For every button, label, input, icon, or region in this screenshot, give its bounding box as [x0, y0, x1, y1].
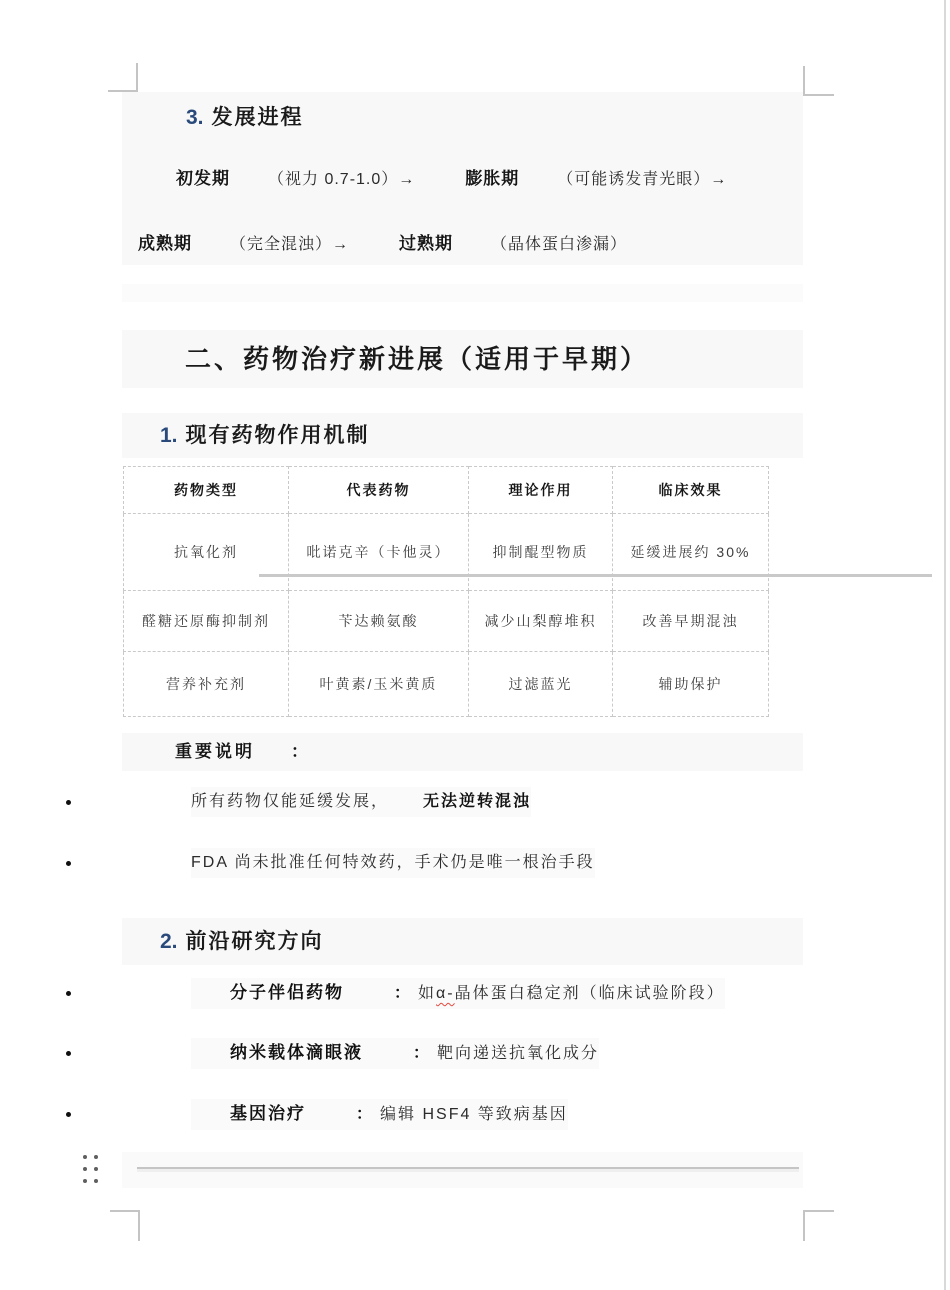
table-cell[interactable]: 过滤蓝光 [469, 652, 613, 717]
table-cell[interactable]: 改善早期混浊 [613, 591, 769, 652]
bullet-icon [66, 1051, 71, 1056]
bold-run: 无法逆转混浊 [423, 793, 532, 810]
table-header-cell[interactable]: 药物类型 [124, 467, 289, 514]
bullet-icon [66, 861, 71, 866]
list-item-text: 基因治疗 ： 编辑 HSF4 等致病基因 [191, 1099, 568, 1130]
drag-handle-icon[interactable] [83, 1155, 98, 1186]
list-item[interactable] [0, 787, 950, 817]
table-header-cell[interactable]: 代表药物 [289, 467, 469, 514]
table-cell[interactable]: 吡诺克辛（卡他灵） [289, 514, 469, 591]
subsection2-heading-block [122, 918, 803, 965]
colon: ： [394, 985, 413, 1002]
heading-development[interactable] [186, 101, 304, 131]
heading-text: 前沿研究方向 [185, 930, 324, 953]
table-cell[interactable]: 抑制醌型物质 [469, 514, 613, 591]
bullet-icon [66, 991, 71, 996]
table-row [124, 514, 769, 591]
text-boundary-mark-top-left [108, 63, 138, 92]
table-cell[interactable]: 延缓进展约 30% [613, 514, 769, 591]
list-item-text: 纳米载体滴眼液 ： 靶向递送抗氧化成分 [191, 1038, 599, 1069]
stage-flow-line-2[interactable] [138, 229, 627, 254]
stage-term: 初发期 [176, 169, 230, 188]
list-item[interactable] [0, 1038, 950, 1068]
table-header-cell[interactable]: 临床效果 [613, 467, 769, 514]
heading-number: 2. [160, 930, 178, 953]
section-divider-block [122, 284, 803, 302]
research-term: 纳米载体滴眼液 [230, 1043, 363, 1062]
heading-number: 3. [186, 106, 204, 129]
text-boundary-mark-bottom-left [110, 1210, 140, 1241]
research-term: 基因治疗 [230, 1104, 306, 1123]
table-cell[interactable]: 营养补充剂 [124, 652, 289, 717]
table-cell[interactable]: 抗氧化剂 [124, 514, 289, 591]
list-item[interactable] [0, 848, 950, 878]
spellcheck-underline-run: α- [436, 985, 455, 1002]
table-cell[interactable]: 醛糖还原酶抑制剂 [124, 591, 289, 652]
drug-mechanism-table [123, 466, 769, 717]
bullet-icon [66, 800, 71, 805]
heading-research[interactable] [160, 918, 324, 965]
table-cell[interactable]: 减少山梨醇堆积 [469, 591, 613, 652]
stage-term: 膨胀期 [465, 169, 520, 188]
heading-text: 现有药物作用机制 [185, 424, 370, 447]
note-heading-colon: ： [291, 742, 311, 761]
heading-drug-therapy[interactable]: 二、药物治疗新进展（适用于早期） [185, 344, 650, 374]
research-term: 分子伴侣药物 [230, 983, 344, 1002]
stage-desc: （视力 0.7-1.0）→ [268, 171, 416, 188]
heading-number: 1. [160, 424, 178, 447]
list-item-text: 所有药物仅能延缓发展， 无法逆转混浊 [191, 787, 531, 817]
note-heading[interactable] [175, 733, 311, 771]
section-development-block [122, 92, 803, 265]
colon: ： [413, 1045, 432, 1062]
text-boundary-mark-bottom-right [803, 1210, 834, 1241]
colon: ： [356, 1106, 375, 1123]
list-item-text: 分子伴侣药物 ： 如α-晶体蛋白稳定剂（临床试验阶段） [191, 978, 725, 1009]
table-header-cell[interactable]: 理论作用 [469, 467, 613, 514]
table-header-row [124, 467, 769, 514]
stage-term: 过熟期 [399, 234, 454, 253]
horizontal-rule [137, 1167, 799, 1172]
list-item-text: FDA 尚未批准任何特效药，手术仍是唯一根治手段 [191, 848, 595, 878]
stage-desc: （完全混浊）→ [230, 236, 350, 253]
table-row [124, 652, 769, 717]
list-item[interactable] [0, 978, 950, 1008]
heading-mechanism[interactable] [160, 413, 370, 458]
note-heading-text: 重要说明 [175, 742, 255, 761]
heading-text: 发展进程 [211, 106, 304, 129]
text-boundary-mark-top-right [803, 66, 834, 96]
section2-heading-block [122, 330, 803, 388]
note-heading-block [122, 733, 803, 771]
table-cell[interactable]: 叶黄素/玉米黄质 [289, 652, 469, 717]
list-item[interactable] [0, 1099, 950, 1129]
window-right-edge [944, 0, 946, 1290]
table-cell[interactable]: 辅助保护 [613, 652, 769, 717]
stage-desc: （晶体蛋白渗漏） [491, 236, 628, 253]
bullet-icon [66, 1112, 71, 1117]
table-cell[interactable]: 苄达赖氨酸 [289, 591, 469, 652]
subsection1-heading-block [122, 413, 803, 458]
table-row [124, 591, 769, 652]
stage-term: 成熟期 [138, 234, 192, 253]
stage-flow-line-1[interactable] [176, 164, 727, 189]
stage-desc: （可能诱发青光眼）→ [557, 171, 728, 188]
